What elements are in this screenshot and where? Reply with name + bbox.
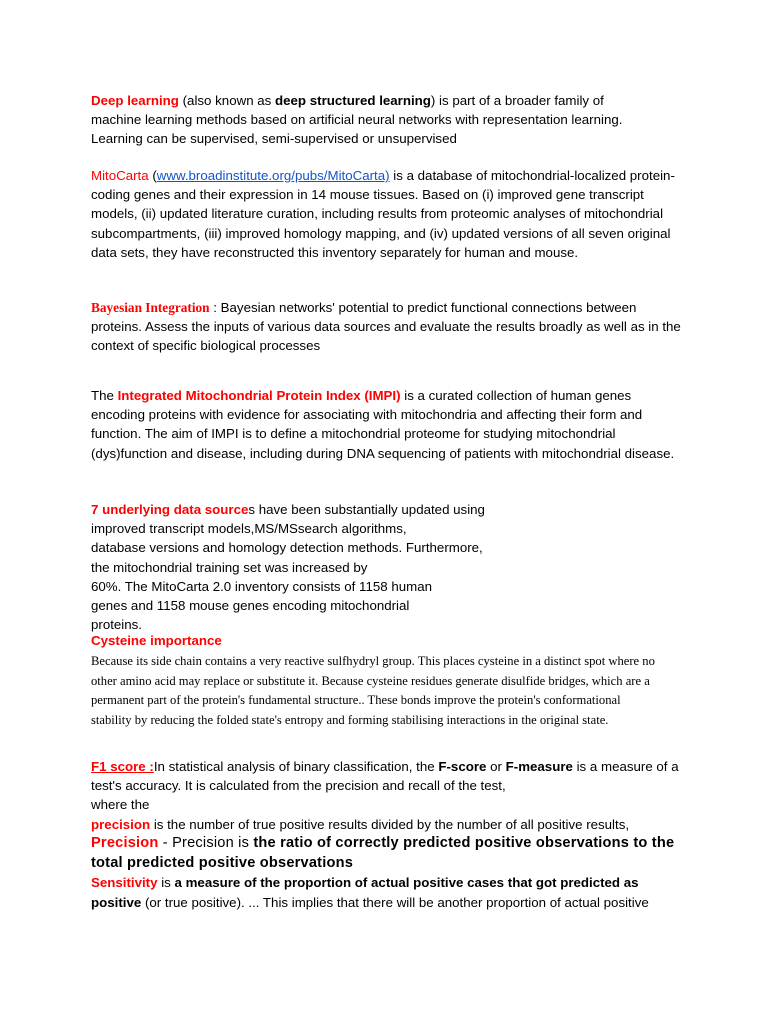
paragraph-data-sources <box>91 500 531 634</box>
term-bayesian-integration: Bayesian Integration <box>91 300 210 315</box>
paragraph-f1-score <box>91 757 691 834</box>
mitocarta-link[interactable]: www.broadinstitute.org/pubs/MitoCarta) <box>156 168 390 183</box>
text: is a database of mitochondrial-localized protein-coding genes and their expression in 14 mouse tissues. Based on (i) improved gene transcript models, (ii) updated literature curation, including results from proteomic analyses of mitochondrial subcompartments, (iii) improved homology mapping, and (iv) updated versions of all seven original data sets, they have reconstructed this inventory separately for human and mouse. <box>91 168 675 260</box>
paragraph-mitocarta <box>91 166 681 262</box>
line: proteins. <box>91 617 142 633</box>
text: is the number of true positive results divided by the number of all positive results, <box>150 816 630 832</box>
text: is <box>157 875 175 890</box>
text: : Bayesian networks' potential to predict functional connections between proteins. Assess the inputs of various data sources and evaluate the results broadly as well as in the context of specific biological processes <box>91 300 681 354</box>
sensitivity-definition: a measure of the proportion of actual positive cases that got predicted as positive <box>91 875 639 910</box>
term-precision: Precision <box>91 835 159 851</box>
text: ) is part of a broader family of machine learning methods based on artificial neural networks with representation learning. Learning can be supervised, semi-supervised or unsupervised <box>91 93 623 147</box>
paragraph-cysteine: Because its side chain contains a very reactive sulfhydryl group. This places cysteine in a distinct spot where no other amino acid may replace or substitute it. Because cysteine residues generate disulfide bridges, which are a permanent part of the protein's fundamental structure.. These bonds improve the protein's conformational stability by reducing the folded state's entropy and forming stabilising interactions in the original state. <box>91 654 655 727</box>
term-precision-inline: precision <box>91 816 151 832</box>
term-sensitivity: Sensitivity <box>91 875 158 890</box>
line: the mitochondrial training set was increased by <box>91 559 368 575</box>
paragraph-precision <box>91 833 691 873</box>
paragraph-impi <box>91 386 681 463</box>
line: genes and 1158 mouse genes encoding mitochondrial <box>91 598 410 614</box>
term-f-measure: F-measure <box>505 759 573 774</box>
text: where the <box>91 797 150 813</box>
term-f1-score: F1 score : <box>91 759 154 774</box>
term-mitocarta: MitoCarta <box>91 168 149 183</box>
paragraph-sensitivity <box>91 873 691 913</box>
line: improved transcript models,MS/MSsearch algorithms, <box>91 521 407 537</box>
precision-definition: the ratio of correctly predicted positive observations to the total predicted positive observations <box>91 835 675 871</box>
term-impi: Integrated Mitochondrial Protein Index (IMPI) <box>117 388 401 403</box>
paragraph-bayesian <box>91 298 681 356</box>
text: or <box>486 759 506 774</box>
heading-cysteine-importance: Cysteine importance <box>91 633 222 648</box>
text: - Precision is <box>158 835 254 851</box>
term-deep-learning: Deep learning <box>91 93 179 108</box>
text: (also known as <box>178 93 276 108</box>
text: (or true positive). ... This implies that there will be another proportion of actual positive <box>141 895 649 910</box>
line <box>91 500 531 519</box>
text: The <box>91 388 118 403</box>
line: 60%. The MitoCarta 2.0 inventory consists of 1158 human <box>91 578 432 594</box>
term-f-score: F-score <box>438 759 487 774</box>
text: is a measure of a test's accuracy. It is calculated from the precision and recall of the test, <box>91 759 679 794</box>
text: ( <box>148 168 157 183</box>
text: s have been substantially updated using <box>248 502 485 517</box>
text: In statistical analysis of binary classification, the <box>153 759 439 774</box>
paragraph-deep-learning <box>91 91 651 149</box>
term-data-sources: 7 underlying data source <box>91 502 249 517</box>
line: database versions and homology detection methods. Furthermore, <box>91 540 483 556</box>
text: is a curated collection of human genes encoding proteins with evidence for associating with mitochondria and affecting their form and function. The aim of IMPI is to define a mitochondrial proteome for studying mitochondrial (dys)function and disease, including during DNA sequencing of patients with mitochondrial disease. <box>91 388 675 461</box>
term-deep-structured-learning: deep structured learning <box>275 93 431 108</box>
